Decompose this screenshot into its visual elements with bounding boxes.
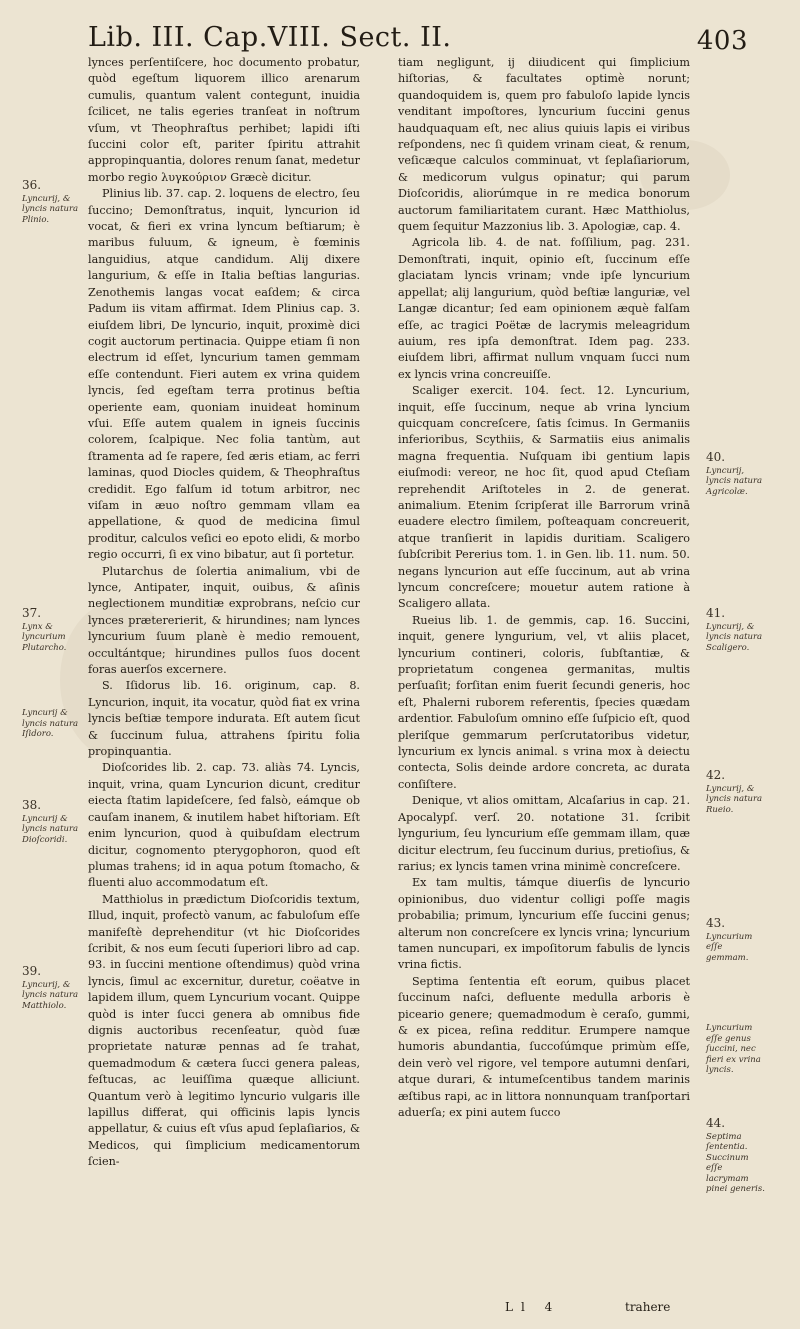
margin-note: [22, 966, 82, 1011]
margin-note: [22, 180, 82, 225]
paragraph: Scaliger exercit. 104. ſect. 12. Lyncurium, inquit, eſſe ſuccinum, neque ab vrina lyncium quicquam concreſcere, ſatis ſcimus. In Germaniis inferioribus, Scythiis, & Sarmatiis eius animalis magna frequentia. Nuſquam ibi gentium lapis eiuſmodi: vereor, ne hoc ſit, quod apud Cteſiam reprehendit Ariſtoteles in 2. de generat. animalium. Etenim ſcripſerat ille Barrorum vrinā euadere electro ſimilem, poſteaquam concreuerit, atque tranſierit in lapidis duritiam. Scaligero ſubſcribit Pererius tom. 1. in Gen. lib. 11. num. 50. negans lyncurion aut eſſe ſuccinum, aut ab vrina lyncum concreſcere; mouetur autem ratione à Scaligero allata.: [398, 384, 690, 611]
margin-note: [22, 608, 82, 653]
note-text: Lyncurij & lyncis natura Iſidoro.: [22, 708, 79, 739]
paragraph: Matthiolus in prædictum Dioſcoridis textum, Illud, inquit, profectò vanum, ac fabuloſum eſſe manifeſtè deprehenditur (vt hic Dioſcorides ſcribit, & nos eum ſecuti ſuperiori libro ad cap. 93. in ſuccini mentione oſtendimus) quòd vrina lyncis, ſimul ac excernitur, duretur, coëatve in lapidem illum, quem Lyncurium vocant. Quippe quòd is inter ſucci genera ab omnibus fide dignis auctoribus recenſeatur, quòd ſuæ proprietate naturæ pennas ad ſe trahat, quemadmodum & cætera ſucci genera paleas, feſtucas, ac leuiſſima quæque alliciunt. Quantum verò à legitimo lyncurio vulgaris ille lapillus differat, qui officinis lapis lyncis appellatur, & cuius eſt vſus apud ſeplaſiarios, & Medicos, qui ſimplicium medicamentorum ſcien-: [88, 892, 360, 1169]
page-footer: [505, 1300, 671, 1314]
margin-note: [706, 1118, 766, 1195]
margin-note: [706, 608, 766, 653]
note-number: 43.: [706, 916, 726, 930]
paragraph: Rueius lib. 1. de gemmis, cap. 16. Succini, inquit, genere lyngurium, vel, vt aliis placet, lyncurium contineri, coloris, ſubſtantiæ, & proprietatum congenea germanitas, multis perſuaſit; forſitan enim fuerit ſecundi generis, hoc eſt, Phalerni ruborem referentis, ſpecies quædam ardentior. Fabuloſum omnino eſſe ſuſpicio eſt, quod pleriſque gemmarum perſcrutatoribus videtur, lyncurium ex lyncis animal. s vrina mox à deiectu contecta, Solis deinde ardore concreta, ac durata conſiſtere.: [398, 613, 690, 791]
note-number: 37.: [22, 606, 42, 620]
chapter-title: Lib. III. Cap.VIII. Sect. II.: [88, 22, 452, 53]
note-text: Lyncurij, & lyncis natura Rueio.: [706, 783, 763, 815]
note-number: 44.: [706, 1116, 726, 1130]
margin-note: [706, 770, 766, 815]
note-text: Lyncurij & lyncis natura Dioſcoridi.: [22, 813, 79, 845]
note-number: 40.: [706, 450, 726, 464]
paragraph: Plutarchus de ſolertia animalium, vbi de lynce, Antipater, inquit, ouibus, & aſinis neglectionem munditiæ exprobrans, neſcio cur lynces prætererierit, & hirundines; nam lynces lyncurium ſuum planè è medio remouent, occultántque; hirundines pullos ſuos docent foras auerſos excernere.: [88, 564, 360, 677]
paragraph: tiam negligunt, ij diiudicent qui ſimplicium hiſtorias, & facultates optimè norunt; quandoquidem is, quem pro fabuloſo lapide lyncis venditant impoſtores, lyncurium ſuccini genus haudquaquam eſt, nec alius quiuis lapis ei viribus reſpondens, nec ſi quidem vrinam cieat, & renum, veſicæque calculos comminuat, vt ſeplaſiariorum, & medicorum vulgus opinatur; qui parum Dioſcoridis, aliorúmque in re medica bonorum auctorum familiaritatem curant. Hæc Matthiolus, quem ſequitur Mazzonius lib. 3. Apologiæ, cap. 4.: [398, 56, 690, 234]
note-text: Lyncurij, & lyncis natura Matthiolo.: [22, 979, 79, 1011]
left-text-column: [88, 55, 360, 1295]
note-text: Lyncurij, & lyncis natura Plinio.: [22, 193, 79, 225]
paragraph: Septima ſententia eſt eorum, quibus placet ſuccinum naſci, defluente medulla arboris è piceario genere; quemadmodum è ceraſo, gummi, & ex picea, reſina redditur. Erumpere namque humoris abundantia, ſuccoſúmque primùm eſſe, dein verò vel rigore, vel tempore autumni denſari, atque durari, & intumeſcentibus tandem marinis æſtibus rapi, ac in littora nonnunquam tranſportari aduerſa; ex pini autem ſucco: [398, 974, 690, 1119]
note-number: 42.: [706, 768, 726, 782]
note-number: 38.: [22, 798, 42, 812]
catchword: trahere: [625, 1300, 671, 1314]
margin-note: [706, 1020, 766, 1076]
note-text: Septima ſententia. Succinum eſſe lacrymam pinei generis.: [706, 1131, 765, 1194]
margin-note: [22, 705, 82, 740]
note-number: 41.: [706, 606, 726, 620]
margin-note: [706, 918, 766, 963]
paragraph: Plinius lib. 37. cap. 2. loquens de electro, ſeu ſuccino; Demonſtratus, inquit, lyncurion id vocat, & fieri ex vrina lyncum beſtiarum; è maribus fuluum, & igneum, è fœminis languidius, atque candidum. Alij dixere langurium, & eſſe in Italia beſtias langurias. Zenothemis langas vocat eaſdem; & circa Padum iis vitam affirmat. Idem Plinius cap. 3. eiuſdem libri, De lyncurio, inquit, proximè dici cogit auctorum pertinacia. Quippe etiam ſi non electrum id eſſet, lyncurium tamen gemmam eſſe contendunt. Fieri autem ex vrina quidem lyncis, ſed egeſtam terra protinus beſtia operiente eam, quoniam inuideat hominum vſui. Eſſe autem qualem in igneis ſuccinis colorem, ſcalpique. Nec folia tantùm, aut ſtramenta ad ſe rapere, ſed æris etiam, ac ferri laminas, quod Diocles quidem, & Theophraſtus credidit. Ego falſum id totum arbitror, nec viſam in æuo noſtro gemmam vllam ea appellatione, & quod de medicina ſimul proditur, calculos veſici eo epoto elidi, & morbo regio occurri, ſi ex vino bibatur, aut ſi portetur.: [88, 187, 360, 562]
paragraph: lynces perſentiſcere, hoc documento probatur, quòd egeſtum liquorem illico arenarum cumulis, quantum valent contegunt, inuidia ſcilicet, ne talis egeries tranſeat in noſtrum vſum, vt Theophraſtus perhibet; lapidi iſti ſuccini color eſt, pariter ſpiritu attrahit appropinquantia, dolores renum ſanat, medetur morbo regio λυγκούριον Græcè dicitur.: [88, 56, 360, 184]
right-text-column: [398, 55, 690, 1295]
margin-note: [22, 800, 82, 845]
paragraph: Dioſcorides lib. 2. cap. 73. aliàs 74. Lyncis, inquit, vrina, quam Lyncurion dicunt, creditur eiecta ſtatim lapideſcere, ſed falsò, eámque ob cauſam inanem, & inutilem habet hiſtoriam. Eſt enim lyncurion, quod à quibuſdam electrum dicitur, cognomento pterygophoron, quod eſt plumas trahens; id in aqua potum ſtomacho, & fluenti aluo accommodatum eſt.: [88, 761, 360, 890]
note-number: 39.: [22, 964, 42, 978]
note-text: Lyncurij, & lyncis natura Scaligero.: [706, 621, 763, 653]
paragraph: S. Iſidorus lib. 16. originum, cap. 8. Lyncurion, inquit, ita vocatur, quòd fiat ex vrina lyncis beſtiæ tempore indurata. Eſt autem ſicut & ſuccinum fulua, attrahens ſpiritu folia propinquantia.: [88, 679, 360, 759]
paragraph: Agricola lib. 4. de nat. foſſilium, pag. 231. Demonſtrati, inquit, opinio eſt, ſuccinum eſſe glaciatam lyncis vrinam; vnde ipſe lyncurium appellat; alij langurium, quòd beſtiæ languriæ, vel Langæ dicantur; ſed eam opinionem æquè falſam eſſe, ac tragici Poëtæ de lacrymis meleagridum auium, res ipſa demonſtrat. Idem pag. 233. eiuſdem libri, affirmat nullum vnquam ſucci num ex lyncis vrina concreuiſſe.: [398, 236, 690, 381]
margin-note: [706, 452, 766, 497]
note-text: Lyncurium eſſe genus ſuccini, nec fieri ex vrina lyncis.: [706, 1023, 761, 1075]
note-text: Lynx & lyncurium Plutarcho.: [22, 621, 67, 653]
signature-mark: Ll 4: [505, 1300, 561, 1314]
paragraph: Ex tam multis, támque diuerſis de lyncurio opinionibus, duo videntur colligi poſſe magis probabilia; primum, lyncurium eſſe ſuccini genus; alterum non concreſcere ex lyncis vrina; lyncurium tamen nuncupari, ex impoſitorum fabulis de lyncis vrina fictis.: [398, 876, 690, 972]
note-text: Lyncurium eſſe gemmam.: [706, 931, 753, 963]
note-text: Lyncurij, lyncis natura Agricolæ.: [706, 465, 763, 497]
paragraph: Denique, vt alios omittam, Alcaſarius in cap. 21. Apocalypſ. verſ. 20. notatione 31. ſcribit lyngurium, ſeu lyncurium eſſe gemmam illam, quæ dicitur electrum, ſeu ſuccinum durius, pretioſius, & rarius; ex lyncis tamen vrina minimè concreſcere.: [398, 794, 690, 873]
note-number: 36.: [22, 178, 42, 192]
page-number: 403: [696, 26, 748, 56]
